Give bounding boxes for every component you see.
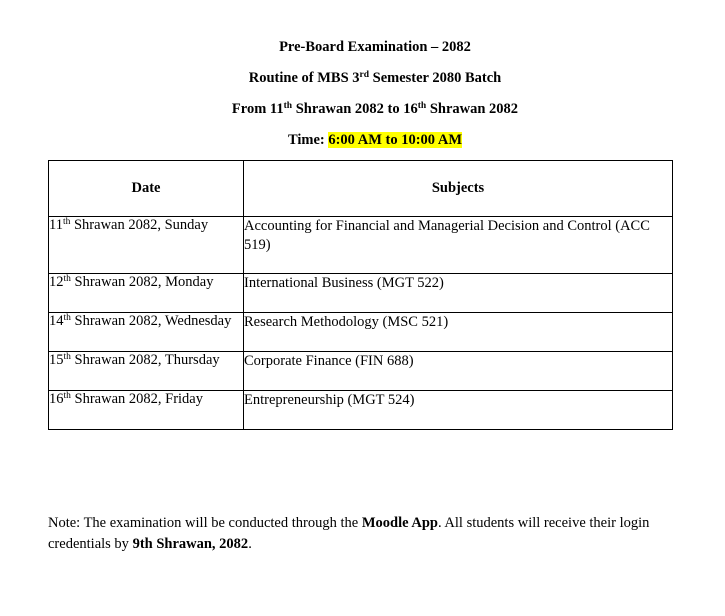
- column-header-subjects: Subjects: [244, 161, 673, 217]
- note-moodle-app: Moodle App: [361, 515, 438, 531]
- time-value-highlight: 6:00 AM to 10:00 AM: [328, 132, 463, 148]
- exam-routine-table: [48, 160, 673, 430]
- day-sup: th: [63, 274, 71, 284]
- date-range: [0, 100, 725, 118]
- day-sup: th: [63, 391, 71, 401]
- column-header-date: Date: [49, 161, 244, 217]
- from-prefix: From 11: [231, 101, 284, 117]
- from-sup1: th: [283, 101, 293, 111]
- day-num: 12: [49, 274, 64, 290]
- routine-suffix: Semester 2080 Batch: [369, 70, 502, 86]
- date-cell: [49, 391, 244, 430]
- exam-title: Pre-Board Examination – 2082: [279, 39, 471, 55]
- table-row: [49, 274, 673, 313]
- table-row: [49, 217, 673, 274]
- table-row: [49, 391, 673, 430]
- date-cell: [49, 313, 244, 352]
- date-cell: [49, 274, 244, 313]
- routine-prefix: Routine of MBS 3: [248, 70, 360, 86]
- day-sup: th: [62, 217, 71, 227]
- note-text-1: Note: The examination will be conducted through the: [48, 515, 362, 531]
- from-mid: Shrawan 2082 to 16: [292, 101, 418, 117]
- table-row: [49, 313, 673, 352]
- day-num: 11: [49, 217, 63, 233]
- from-sup2: th: [417, 101, 427, 111]
- subject-cell: Corporate Finance (FIN 688): [244, 352, 673, 391]
- date-rest: Shrawan 2082, Friday: [70, 391, 203, 407]
- date-cell: [49, 217, 244, 274]
- day-sup: th: [63, 313, 71, 323]
- from-suffix: Shrawan 2082: [426, 101, 519, 117]
- day-sup: th: [63, 352, 71, 362]
- date-rest: Shrawan 2082, Monday: [70, 274, 214, 290]
- note-text-3: .: [248, 536, 252, 552]
- date-rest: Shrawan 2082, Wednesday: [70, 313, 232, 329]
- exam-time: [0, 131, 725, 149]
- time-label: Time:: [287, 132, 329, 148]
- routine-subtitle: [0, 69, 725, 87]
- date-rest: Shrawan 2082, Sunday: [70, 217, 209, 233]
- table-header-row: [49, 161, 673, 217]
- note-paragraph: [48, 513, 688, 555]
- subject-cell: Accounting for Financial and Managerial Decision and Control (ACC 519): [244, 217, 673, 274]
- subject-cell: International Business (MGT 522): [244, 274, 673, 313]
- date-cell: [49, 352, 244, 391]
- subject-cell: Research Methodology (MSC 521): [244, 313, 673, 352]
- table-row: [49, 352, 673, 391]
- routine-sup: rd: [359, 70, 370, 80]
- note-text-2: . All students will receive their login credentials by: [48, 515, 650, 552]
- day-num: 16: [49, 391, 64, 407]
- day-num: 15: [49, 352, 64, 368]
- day-num: 14: [49, 313, 64, 329]
- subject-cell: Entrepreneurship (MGT 524): [244, 391, 673, 430]
- note-credential-date: 9th Shrawan, 2082: [132, 536, 249, 552]
- date-rest: Shrawan 2082, Thursday: [70, 352, 220, 368]
